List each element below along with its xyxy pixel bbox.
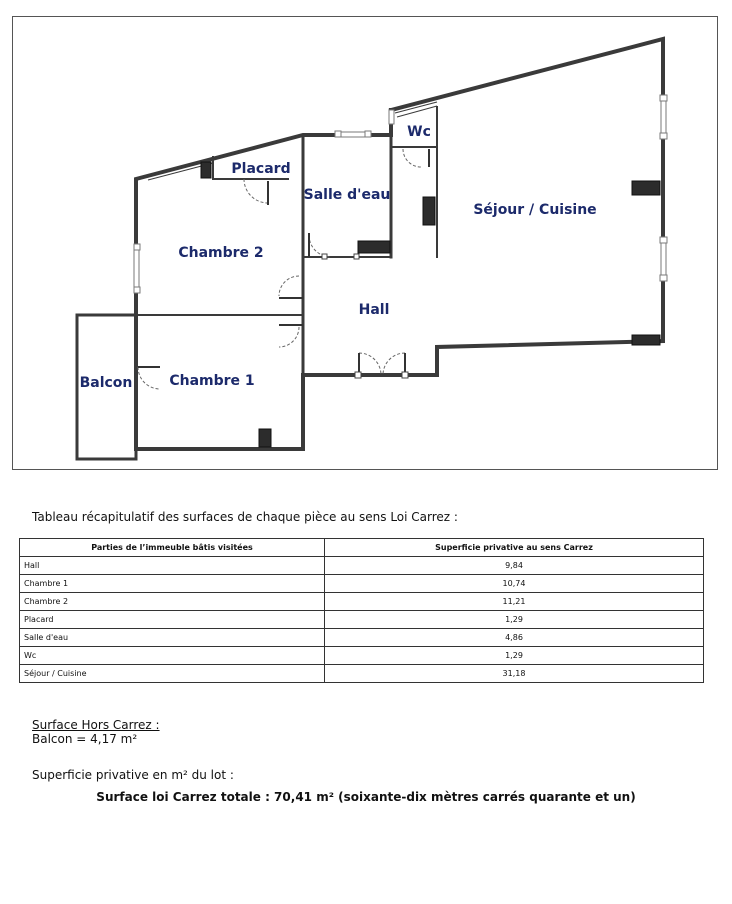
- window-frame: [335, 131, 341, 137]
- table-row: [20, 593, 704, 611]
- table-row: [20, 575, 704, 593]
- total-surface: Surface loi Carrez totale : 70,41 m² (soixante-dix mètres carrés quarante et un): [96, 790, 636, 804]
- room-name-cell: Placard: [20, 611, 325, 629]
- radiator-chambre1: [259, 429, 271, 447]
- lot-surface-title: Superficie privative en m² du lot :: [32, 768, 234, 782]
- door-arc-salle: [309, 235, 331, 257]
- table-header-row: [20, 539, 704, 557]
- windows: [134, 95, 667, 293]
- surface-cell: 9,84: [325, 557, 704, 575]
- hors-carrez-title: Surface Hors Carrez :: [32, 718, 160, 732]
- door-arc-chambre2: [279, 276, 299, 296]
- window-frame: [365, 131, 371, 137]
- table-row: [20, 647, 704, 665]
- table-row: [20, 611, 704, 629]
- table-row: [20, 665, 704, 683]
- hinge: [402, 372, 408, 378]
- door-arc-balcon: [138, 367, 160, 389]
- hinge: [355, 372, 361, 378]
- table-intro: Tableau récapitulatif des surfaces de chaque pièce au sens Loi Carrez :: [32, 510, 458, 524]
- balcon-surface: Balcon = 4,17 m²: [32, 732, 138, 746]
- surface-cell: 4,86: [325, 629, 704, 647]
- hinge: [322, 254, 327, 259]
- floor-plan-drawing: [13, 17, 719, 471]
- table-row: [20, 557, 704, 575]
- room-label-sejour: Séjour / Cuisine: [473, 202, 597, 218]
- window-frame: [134, 287, 140, 293]
- hinge: [354, 254, 359, 259]
- radiator-salle-eau: [358, 241, 390, 253]
- table-row: [20, 629, 704, 647]
- door-leaves: [138, 149, 429, 375]
- room-label-hall: Hall: [358, 302, 390, 318]
- surface-cell: 1,29: [325, 611, 704, 629]
- surface-cell: 10,74: [325, 575, 704, 593]
- door-swings: [138, 149, 421, 389]
- door-arc-wc: [403, 149, 421, 167]
- radiator-placard: [201, 162, 211, 178]
- floor-plan: [12, 16, 718, 470]
- radiator-hall: [423, 197, 435, 225]
- door-arc-entree-left: [359, 353, 381, 375]
- room-label-wc: Wc: [407, 124, 431, 140]
- room-name-cell: Séjour / Cuisine: [20, 665, 325, 683]
- window-frame: [660, 237, 667, 243]
- room-label-balcon: Balcon: [79, 375, 133, 391]
- surface-cell: 31,18: [325, 665, 704, 683]
- room-name-cell: Chambre 2: [20, 593, 325, 611]
- window-frame: [660, 275, 667, 281]
- window-frame: [660, 95, 667, 101]
- door-arc-placard: [244, 179, 268, 203]
- window-sejour-bottom: [661, 239, 666, 279]
- room-label-salle-eau: Salle d'eau: [303, 187, 391, 203]
- window-wc: [389, 110, 394, 124]
- room-name-cell: Wc: [20, 647, 325, 665]
- column-header: Parties de l’immeuble bâtis visitées: [20, 539, 325, 557]
- radiator-sejour-south: [632, 335, 660, 345]
- surfaces-table: [19, 538, 704, 683]
- window-frame: [660, 133, 667, 139]
- radiator-sejour: [632, 181, 660, 195]
- door-arc-chambre1: [279, 327, 299, 347]
- window-sejour-top: [661, 97, 666, 137]
- surface-cell: 1,29: [325, 647, 704, 665]
- room-label-chambre2: Chambre 2: [178, 245, 264, 261]
- room-name-cell: Hall: [20, 557, 325, 575]
- room-name-cell: Salle d'eau: [20, 629, 325, 647]
- column-header: Superficie privative au sens Carrez: [325, 539, 704, 557]
- surface-cell: 11,21: [325, 593, 704, 611]
- window-frame: [134, 244, 140, 250]
- room-label-chambre1: Chambre 1: [169, 373, 255, 389]
- window-chambre2: [134, 249, 139, 291]
- room-label-placard: Placard: [231, 161, 291, 177]
- room-name-cell: Chambre 1: [20, 575, 325, 593]
